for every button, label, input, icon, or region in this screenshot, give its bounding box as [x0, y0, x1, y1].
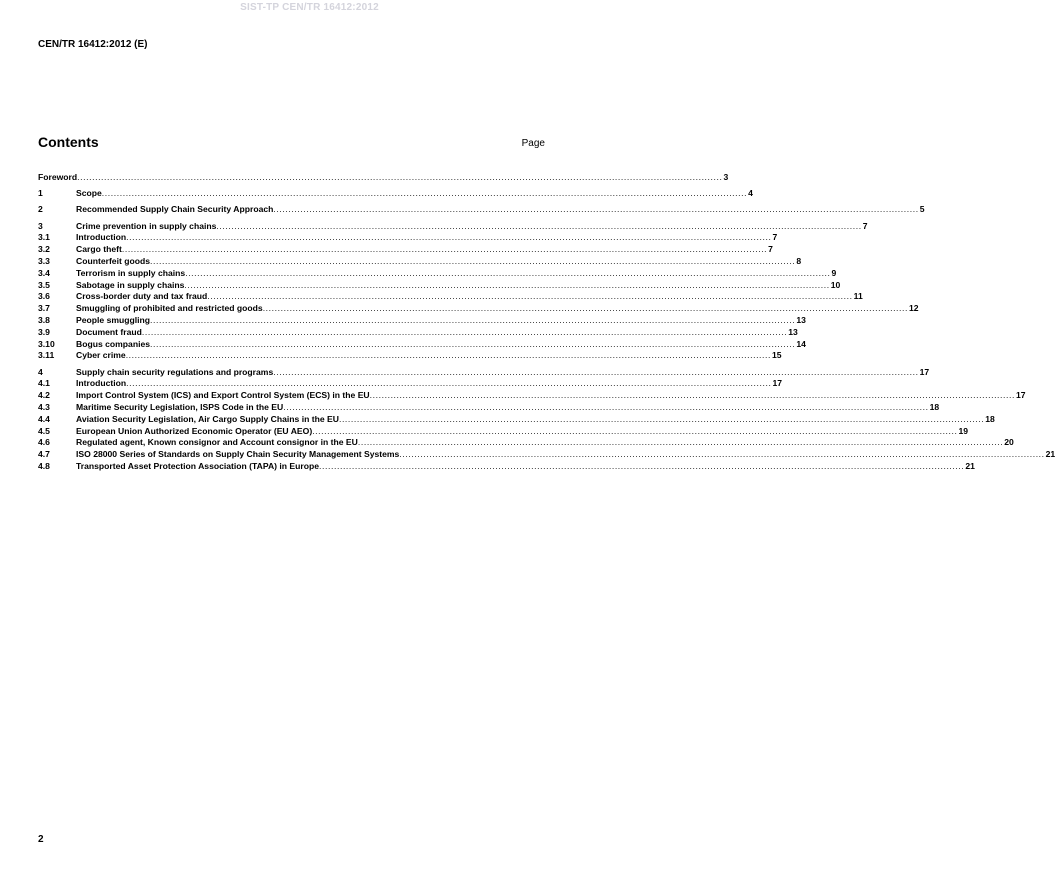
toc-dot-leader [142, 327, 787, 339]
toc-entry-page: 7 [772, 232, 778, 243]
toc-entry-page: 17 [919, 366, 930, 377]
toc-dot-leader [77, 172, 722, 184]
toc-entry-page: 14 [796, 338, 806, 349]
toc-entry[interactable] [38, 303, 919, 315]
toc-entry-title: Cross-border duty and tax fraud [76, 291, 208, 302]
toc-entry-title: Scope [76, 188, 102, 199]
toc-entry-number: 3.2 [38, 244, 50, 255]
toc-entry-title: Introduction [76, 232, 127, 243]
toc-entry-page: 13 [788, 326, 798, 337]
toc-entry-title: Supply chain security regulations and programs [76, 366, 274, 377]
toc-dot-leader [358, 437, 1003, 449]
toc-entry[interactable] [38, 232, 778, 244]
toc-entry-number: 4.7 [38, 449, 50, 460]
toc-entry-number: 4.1 [38, 378, 50, 389]
toc-entry-title: Document fraud [76, 326, 142, 337]
toc-entry-page: 21 [965, 460, 975, 471]
toc-entry-number: 3 [38, 220, 43, 231]
toc-entry-page: 20 [1004, 437, 1014, 448]
toc-entry-page: 17 [772, 378, 783, 389]
table-of-contents [38, 172, 1055, 473]
toc-entry[interactable] [38, 449, 1055, 461]
toc-entry-number: 3.4 [38, 267, 50, 278]
toc-entry[interactable] [38, 220, 868, 233]
toc-dot-leader [126, 378, 771, 390]
toc-dot-leader [370, 390, 1015, 402]
toc-dot-leader [319, 461, 964, 473]
watermark: SIST-TP CEN/TR 16412:2012 [240, 2, 379, 13]
toc-entry-title: Smuggling of prohibited and restricted goods [76, 303, 263, 314]
toc-entry-page: 19 [958, 425, 969, 436]
toc-entry-page: 18 [985, 413, 995, 424]
toc-entry-title: ISO 28000 Series of Standards on Supply Chain Security Management Systems [76, 449, 400, 460]
toc-entry-number: 4.2 [38, 390, 50, 401]
toc-entry-title: People smuggling [76, 314, 151, 325]
toc-dot-leader [216, 221, 861, 233]
toc-entry-title: European Union Authorized Economic Operator (EU AEO) [76, 425, 313, 436]
toc-entry-number: 3.9 [38, 326, 50, 337]
toc-entry[interactable] [38, 401, 940, 414]
toc-entry-title: Regulated agent, Known consignor and Account consignor in the EU [76, 437, 358, 448]
toc-entry-number: 4.3 [38, 401, 50, 412]
toc-entry[interactable] [38, 188, 753, 200]
toc-entry-number: 3.11 [38, 350, 55, 361]
toc-dot-leader [150, 339, 795, 351]
toc-dot-leader [102, 188, 747, 200]
toc-entry-number: 4.8 [38, 460, 50, 471]
toc-dot-leader [184, 280, 829, 292]
toc-entry-number: 4.6 [38, 437, 50, 448]
toc-dot-leader [122, 244, 767, 256]
toc-entry-number: 1 [38, 188, 43, 199]
toc-entry-number: 3.3 [38, 255, 50, 266]
toc-entry-title: Cargo theft [76, 244, 122, 255]
toc-entry-title: Foreword [38, 172, 78, 182]
toc-entry[interactable] [38, 390, 1026, 402]
toc-entry[interactable] [38, 244, 773, 256]
toc-dot-leader [150, 315, 795, 327]
toc-entry-number: 3.7 [38, 303, 50, 314]
toc-dot-leader [399, 449, 1044, 461]
toc-dot-leader [339, 414, 984, 426]
toc-entry-title: Sabotage in supply chains [76, 279, 185, 290]
page-column-label: Page [521, 138, 545, 149]
toc-entry[interactable] [38, 338, 806, 351]
toc-entry-title: Counterfeit goods [76, 255, 150, 266]
toc-entry[interactable] [38, 460, 975, 473]
toc-entry-title: Cyber crime [76, 350, 126, 361]
toc-entry-title: Transported Asset Protection Association (TAPA) in Europe [76, 460, 320, 471]
toc-entry[interactable] [38, 366, 930, 379]
toc-entry-title: Terrorism in supply chains [76, 267, 186, 278]
toc-dot-leader [312, 426, 957, 438]
toc-entry-page: 4 [748, 188, 753, 199]
toc-entry-number: 3.6 [38, 291, 50, 302]
toc-entry-number: 3.8 [38, 314, 50, 325]
page-number: 2 [38, 834, 44, 845]
toc-entry[interactable] [38, 267, 837, 280]
toc-entry-page: 3 [723, 172, 729, 182]
toc-entry[interactable] [38, 413, 995, 426]
toc-entry[interactable] [38, 425, 969, 438]
toc-entry-page: 5 [919, 204, 925, 215]
toc-entry-page: 15 [772, 350, 782, 361]
toc-dot-leader [126, 232, 771, 244]
toc-entry-number: 2 [38, 204, 43, 215]
toc-entry[interactable] [38, 350, 782, 362]
toc-dot-leader [207, 291, 852, 303]
toc-dot-leader [126, 350, 771, 362]
toc-entry-number: 4 [38, 366, 43, 377]
toc-entry-number: 3.10 [38, 338, 55, 349]
toc-entry[interactable] [38, 204, 925, 216]
toc-entry[interactable] [38, 279, 841, 292]
toc-entry[interactable] [38, 314, 806, 327]
toc-entry-page: 7 [768, 244, 773, 255]
toc-entry[interactable] [38, 326, 798, 339]
toc-entry-title: Crime prevention in supply chains [76, 220, 217, 231]
toc-entry-page: 7 [862, 220, 868, 231]
toc-entry-title: Recommended Supply Chain Security Approach [76, 204, 274, 215]
toc-dot-leader [185, 268, 830, 280]
toc-entry-title: Aviation Security Legislation, Air Cargo Supply Chains in the EU [76, 413, 339, 424]
toc-entry[interactable] [38, 255, 802, 268]
toc-entry-page: 8 [796, 255, 802, 266]
toc-entry-title: Import Control System (ICS) and Export Control System (ECS) in the EU [76, 390, 370, 401]
toc-entry-page: 9 [831, 267, 837, 278]
toc-entry-number: 4.5 [38, 425, 50, 436]
toc-entry-number: 4.4 [38, 413, 50, 424]
toc-entry-page: 18 [929, 401, 940, 412]
toc-entry-title: Bogus companies [76, 338, 151, 349]
toc-dot-leader [150, 256, 795, 268]
toc-entry-page: 21 [1045, 449, 1055, 460]
toc-entry-number: 3.5 [38, 279, 50, 290]
document-id: CEN/TR 16412:2012 (E) [38, 39, 148, 50]
toc-entry-page: 10 [830, 279, 841, 290]
toc-entry-number: 3.1 [38, 232, 50, 243]
toc-entry[interactable] [38, 172, 729, 184]
toc-entry[interactable] [38, 291, 863, 303]
toc-dot-leader [273, 204, 918, 216]
toc-dot-leader [283, 402, 928, 414]
toc-entry-page: 17 [1015, 390, 1026, 401]
toc-entry-title: Introduction [76, 378, 127, 389]
toc-entry-title: Maritime Security Legislation, ISPS Code in the EU [76, 401, 284, 412]
toc-entry-page: 13 [796, 314, 806, 325]
toc-entry[interactable] [38, 437, 1014, 449]
contents-heading: Contents [38, 134, 99, 150]
toc-entry-page: 12 [909, 303, 919, 314]
toc-dot-leader [263, 303, 908, 315]
toc-entry[interactable] [38, 378, 783, 390]
toc-dot-leader [273, 367, 918, 379]
toc-entry-page: 11 [853, 291, 863, 302]
